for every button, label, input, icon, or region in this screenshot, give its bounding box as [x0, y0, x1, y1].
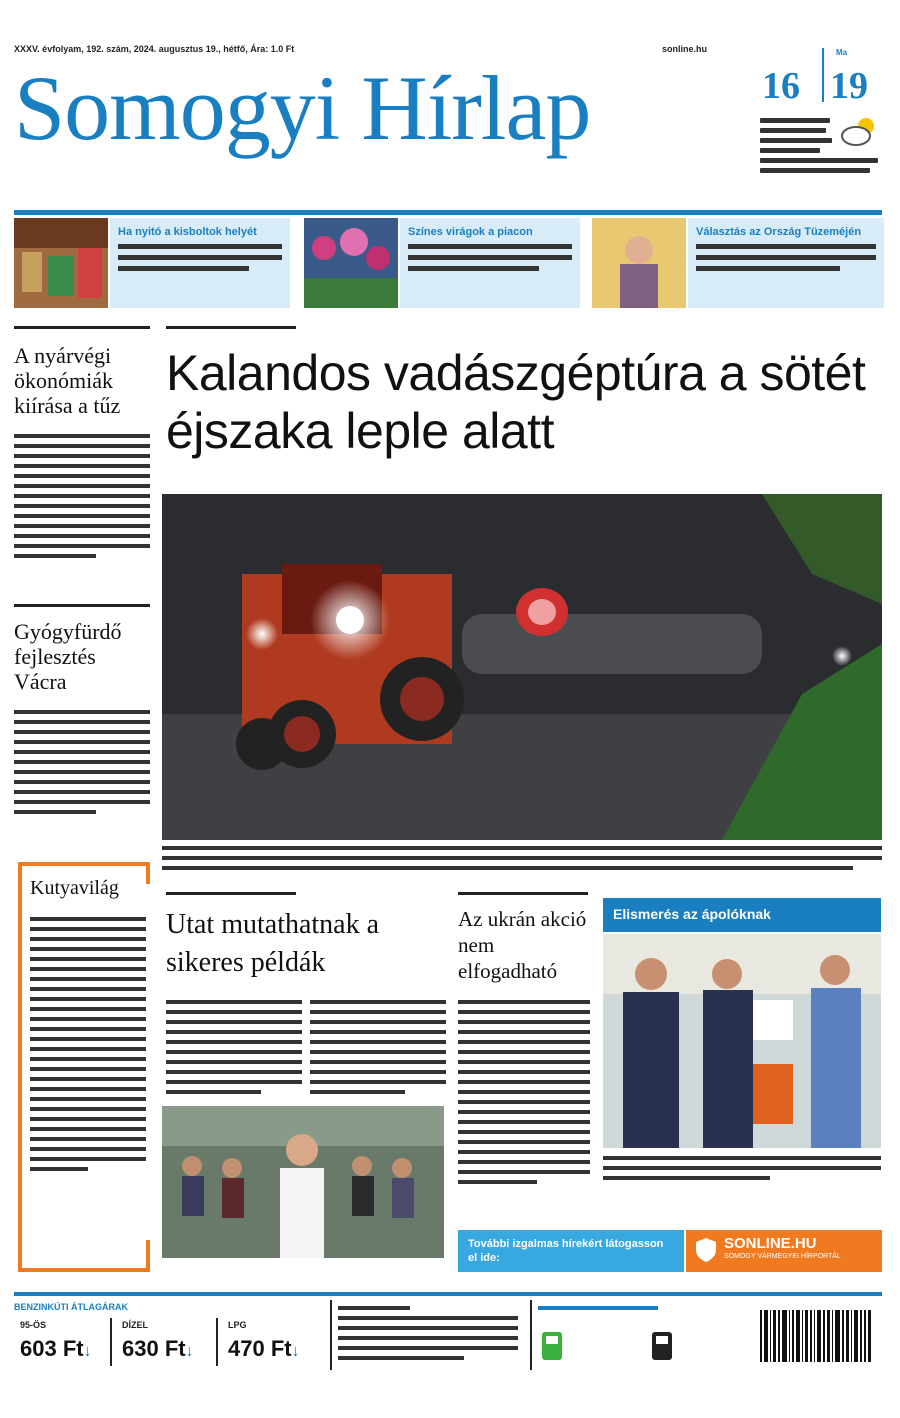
kutyavilag-box[interactable] — [30, 876, 146, 1177]
main-photo — [162, 494, 882, 840]
edition-line: XXXV. évfolyam, 192. szám, 2024. augusztus 19., hétfő, Ára: 1.0 Ft — [14, 44, 295, 54]
fuel-value: 603 Ft — [20, 1336, 84, 1361]
bottom-rule — [14, 1292, 882, 1296]
fuel-header: BENZINKÚTI ÁTLAGÁRAK — [14, 1302, 128, 1312]
main-rule — [166, 326, 296, 329]
divider — [216, 1318, 218, 1366]
story-b-text — [458, 1000, 590, 1190]
masthead-title[interactable]: Somogyi Hírlap — [14, 57, 591, 159]
side-story-1[interactable] — [14, 326, 150, 564]
promo-right[interactable] — [686, 1230, 882, 1272]
kutyavilag-frame-corner-bottom — [146, 1240, 150, 1272]
story-a-text-col1 — [166, 1000, 302, 1100]
temp-high: 19 — [830, 65, 868, 107]
teaser-2-title: Színes virágok a piacon — [408, 226, 533, 238]
story-b-rule — [458, 892, 588, 895]
kutyavilag-title: Kutyavilág — [30, 877, 119, 899]
fuel-label: 95-ÖS — [20, 1320, 47, 1330]
info-block — [338, 1306, 518, 1366]
kutyavilag-frame-bottom — [18, 1250, 150, 1272]
main-photo-caption — [162, 846, 882, 876]
side-story-2-title: Gyógyfürdő fejlesztés Vácra — [14, 619, 122, 694]
flowers-photo — [304, 218, 398, 308]
teaser-row — [14, 218, 882, 310]
temp-low: 16 — [762, 65, 800, 107]
fuel-item-diesel — [122, 1320, 212, 1362]
arrow-down-icon: ↓ — [83, 1343, 92, 1360]
main-headline[interactable]: Kalandos vadászgéptúra a sötét éjszaka leple alatt — [166, 345, 866, 459]
arrow-down-icon: ↓ — [291, 1343, 300, 1360]
divider — [530, 1300, 532, 1370]
teaser-3-title: Választás az Ország Tüzeméjén — [696, 226, 862, 238]
barcode — [760, 1310, 878, 1362]
story-a-rule — [166, 892, 296, 895]
badge-title[interactable]: Elismerés az ápolóknak — [603, 898, 881, 932]
smart-block-header — [538, 1306, 658, 1316]
promo-left[interactable]: További izgalmas hírekért látogasson el ide: — [458, 1230, 684, 1272]
top-rule — [14, 210, 882, 215]
teaser-1-title: Ha nyitó a kisboltok helyét — [118, 226, 257, 238]
promo-brand: SONLINE.HU — [724, 1235, 817, 1252]
side-story-1-title: A nyárvégi ökonómiák kiírása a tűz — [14, 343, 121, 418]
ceremony-photo — [603, 934, 881, 1148]
badge-caption — [603, 1156, 881, 1186]
story-a-title[interactable]: Utat mutathatnak a sikeres példák — [166, 909, 380, 978]
partly-cloudy-icon — [838, 116, 880, 148]
shop-photo — [14, 218, 108, 308]
side-story-2[interactable] — [14, 604, 150, 820]
fuel-label: LPG — [228, 1320, 247, 1330]
weather-label: Ma — [836, 48, 848, 57]
divider — [110, 1318, 112, 1366]
story-b-title[interactable]: Az ukrán akció nem elfogadható — [458, 907, 587, 983]
fuel-item-95 — [20, 1320, 110, 1362]
fuel-pump-icon — [540, 1330, 570, 1362]
fuel-value: 470 Ft — [228, 1336, 292, 1361]
fuel-item-lpg — [228, 1320, 318, 1362]
story-a-text-col2 — [310, 1000, 446, 1100]
fuel-value: 630 Ft — [122, 1336, 186, 1361]
temp-divider — [822, 48, 824, 102]
portrait-photo — [592, 218, 686, 308]
promo-brand-sub: SOMOGY VÁRMEGYEI HÍRPORTÁL — [724, 1253, 841, 1260]
arrow-down-icon: ↓ — [185, 1343, 194, 1360]
website-url[interactable]: sonline.hu — [662, 44, 707, 54]
shield-logo-icon — [694, 1236, 718, 1264]
fuel-label: DÍZEL — [122, 1320, 148, 1330]
charger-icon — [650, 1330, 680, 1362]
divider — [330, 1300, 332, 1370]
crowd-photo — [162, 1106, 444, 1258]
kutyavilag-frame-corner — [146, 862, 150, 884]
